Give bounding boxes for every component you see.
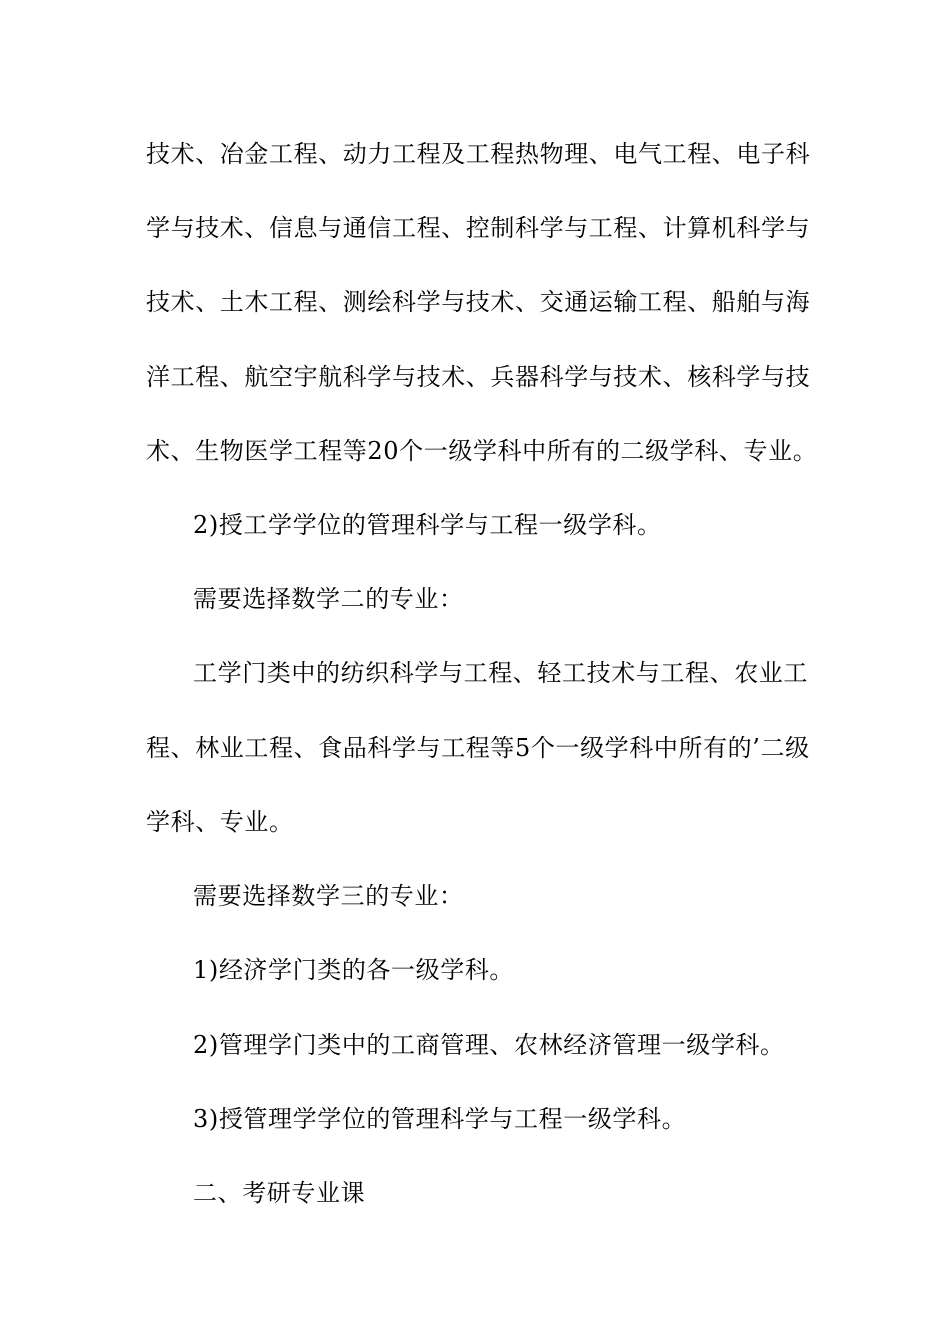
section-heading-math-three: 需要选择数学三的专业： (193, 882, 464, 910)
paragraph-line-math-two-1: 工学门类中的纺织科学与工程、轻工技术与工程、农业工 (193, 659, 808, 687)
list-item-management-science: 3)授管理学学位的管理科学与工程一级学科。 (193, 1105, 687, 1133)
list-item-management: 2)管理学门类中的工商管理、农林经济管理一级学科。 (193, 1031, 785, 1059)
section-heading-professional-courses: 二、考研专业课 (193, 1179, 366, 1207)
paragraph-line-5: 术、生物医学工程等20个一级学科中所有的二级学科、专业。 (146, 437, 818, 465)
list-item-economics: 1)经济学门类的各一级学科。 (193, 956, 515, 984)
paragraph-line-3: 技术、土木工程、测绘科学与技术、交通运输工程、船舶与海 (146, 288, 811, 316)
section-heading-math-two: 需要选择数学二的专业： (193, 585, 464, 613)
paragraph-line-1: 技术、冶金工程、动力工程及工程热物理、电气工程、电子科 (146, 140, 811, 168)
paragraph-line-2: 学与技术、信息与通信工程、控制科学与工程、计算机科学与 (146, 214, 811, 242)
paragraph-line-math-two-2: 程、林业工程、食品科学与工程等5个一级学科中所有的’二级 (146, 734, 810, 762)
paragraph-line-math-two-3: 学科、专业。 (146, 808, 294, 836)
list-item-management-engineering: 2)授工学学位的管理科学与工程一级学科。 (193, 511, 662, 539)
paragraph-line-4: 洋工程、航空宇航科学与技术、兵器科学与技术、核科学与技 (146, 363, 811, 391)
